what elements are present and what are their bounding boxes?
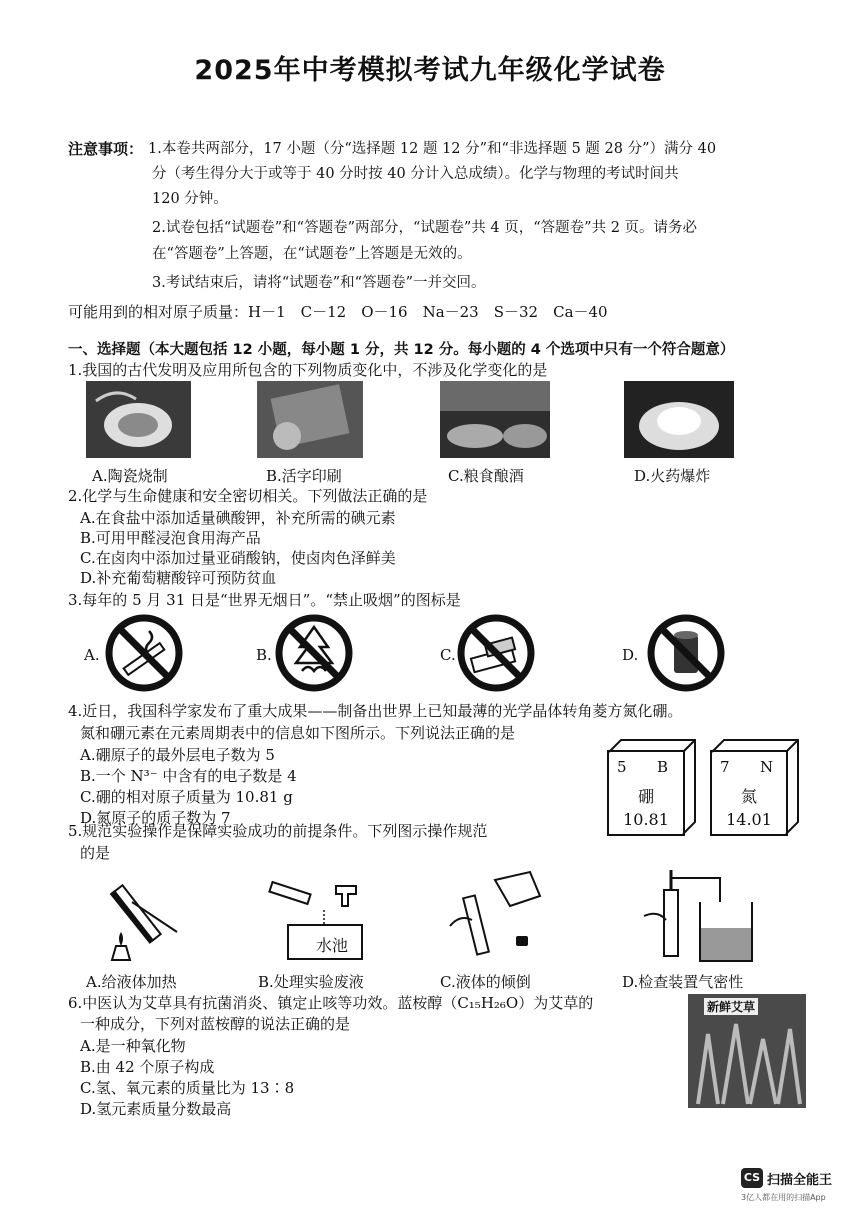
q5-option-d: D.检查装置气密性 — [622, 973, 744, 991]
q1-image-brewing — [440, 381, 550, 458]
atomic-masses: 可能用到的相对原子质量：H－1 C－12 O－16 Na－23 S－32 Ca－40 — [68, 303, 608, 321]
q6-stem-line1: 6.中医认为艾草具有抗菌消炎、镇定止咳等功效。蓝桉醇（C₁₅H₂₆O）为艾草的 — [68, 994, 594, 1012]
notice-item1-line1: 1.本卷共两部分，17 小题（分“选择题 12 题 12 分”和“非选择题 5 题 28 分”）满分 40 — [148, 141, 717, 157]
q2-option-c: C.在卤肉中添加过量亚硝酸钠，使卤肉色泽鲜美 — [80, 549, 396, 567]
notice-item1-line3: 120 分钟。 — [152, 191, 228, 207]
q3-stem: 3.每年的 5 月 31 日是“世界无烟日”。“禁止吸烟”的图标是 — [68, 591, 461, 609]
q4-stem-line1: 4.近日，我国科学家发布了重大成果——制备出世界上已知最薄的光学晶体转角菱方氮化硼。 — [68, 702, 683, 720]
q5-option-a: A.给液体加热 — [86, 973, 177, 991]
q2-stem: 2.化学与生命健康和安全密切相关。下列做法正确的是 — [68, 487, 428, 505]
nitrogen-symbol: N — [760, 758, 774, 776]
q2-option-d: D.补充葡萄糖酸锌可预防贫血 — [80, 569, 277, 587]
notice-item2-line2: 在“答题卷”上答题，在“试题卷”上答题是无效的。 — [152, 246, 472, 262]
q5-option-b: B.处理实验废液 — [258, 973, 364, 991]
notice-item1-line2: 分（考生得分大于或等于 40 分时按 40 分计入总成绩）。化学与物理的考试时间共 — [152, 166, 679, 182]
notice-item3: 3.考试结束后，请将“试题卷”和“答题卷”一并交回。 — [152, 275, 486, 291]
q3-option-a: A. — [84, 646, 100, 664]
q5-stem-line1: 5.规范实验操作是保障实验成功的前提条件。下列图示操作规范 — [68, 822, 488, 840]
no-matches-icon — [456, 613, 536, 693]
q1-option-a: A.陶瓷烧制 — [92, 467, 168, 485]
section1-header: 一、选择题（本大题包括 12 小题，每小题 1 分，共 12 分。每小题的 4 个选项中只有一个符合题意） — [68, 342, 735, 358]
q1-stem: 1.我国的古代发明及应用所包含的下列物质变化中，不涉及化学变化的是 — [68, 361, 548, 379]
boron-number: 5 — [617, 758, 627, 776]
watermark-brand: 扫描全能王 — [767, 1173, 833, 1188]
q1-option-c: C.粮食酿酒 — [448, 467, 524, 485]
nitrogen-card-depth — [710, 738, 800, 838]
pouring-liquid-illustration — [440, 866, 555, 966]
notice-item2-line1: 2.试卷包括“试题卷”和“答题卷”两部分，“试题卷”共 4 页，“答题卷”共 2 页。请务必 — [152, 220, 698, 236]
q6-option-c: C.氢、氧元素的质量比为 13∶8 — [80, 1079, 295, 1097]
q4-option-a: A.硼原子的最外层电子数为 5 — [80, 746, 275, 764]
q6-image-mugwort — [688, 994, 806, 1108]
nitrogen-number: 7 — [720, 758, 730, 776]
q4-option-d: D.氮原子的质子数为 7 — [80, 809, 231, 827]
q3-option-b: B. — [256, 646, 272, 664]
mugwort-label: 新鲜艾草 — [704, 998, 758, 1015]
q6-option-d: D.氢元素质量分数最高 — [80, 1100, 232, 1118]
q1-image-printing — [257, 381, 363, 458]
q1-option-d: D.火药爆炸 — [634, 467, 711, 485]
no-forest-fire-icon — [274, 613, 354, 693]
airtightness-check-illustration — [640, 866, 760, 966]
q1-image-explosion — [624, 381, 734, 458]
q1-image-ceramics — [86, 381, 191, 458]
q4-option-c: C.硼的相对原子质量为 10.81 g — [80, 788, 293, 806]
q6-stem-line2: 一种成分，下列对蓝桉醇的说法正确的是 — [80, 1015, 351, 1033]
q2-option-b: B.可用甲醛浸泡食用海产品 — [80, 529, 261, 547]
page-title: 2025年中考模拟考试九年级化学试卷 — [194, 55, 666, 86]
q1-option-b: B.活字印刷 — [266, 467, 342, 485]
q6-option-b: B.由 42 个原子构成 — [80, 1058, 215, 1076]
q5-option-c: C.液体的倾倒 — [440, 973, 531, 991]
boron-name: 硼 — [637, 787, 654, 806]
nitrogen-mass: 14.01 — [726, 810, 772, 829]
boron-mass: 10.81 — [623, 810, 669, 829]
nitrogen-name: 氮 — [740, 787, 757, 806]
q5-stem-line2: 的是 — [80, 844, 111, 862]
heating-liquid-illustration — [92, 872, 192, 967]
q3-option-c: C. — [440, 646, 456, 664]
boron-card-depth — [607, 738, 697, 838]
watermark-tagline: 3亿人都在用的扫描App — [741, 1193, 826, 1202]
no-chemical-icon — [646, 613, 726, 693]
sink-label: 水池 — [316, 936, 349, 955]
q4-option-b: B.一个 N³⁻ 中含有的电子数是 4 — [80, 767, 297, 785]
q3-option-d: D. — [622, 646, 639, 664]
notice-label: 注意事项： — [68, 140, 144, 158]
boron-symbol: B — [657, 758, 669, 776]
q6-option-a: A.是一种氧化物 — [80, 1037, 186, 1055]
q4-stem-line2: 氮和硼元素在元素周期表中的信息如下图所示。下列说法正确的是 — [80, 724, 516, 742]
camscanner-logo-icon: CS — [741, 1168, 763, 1188]
no-smoking-icon — [104, 613, 184, 693]
q2-option-a: A.在食盐中添加适量碘酸钾，补充所需的碘元素 — [80, 509, 396, 527]
